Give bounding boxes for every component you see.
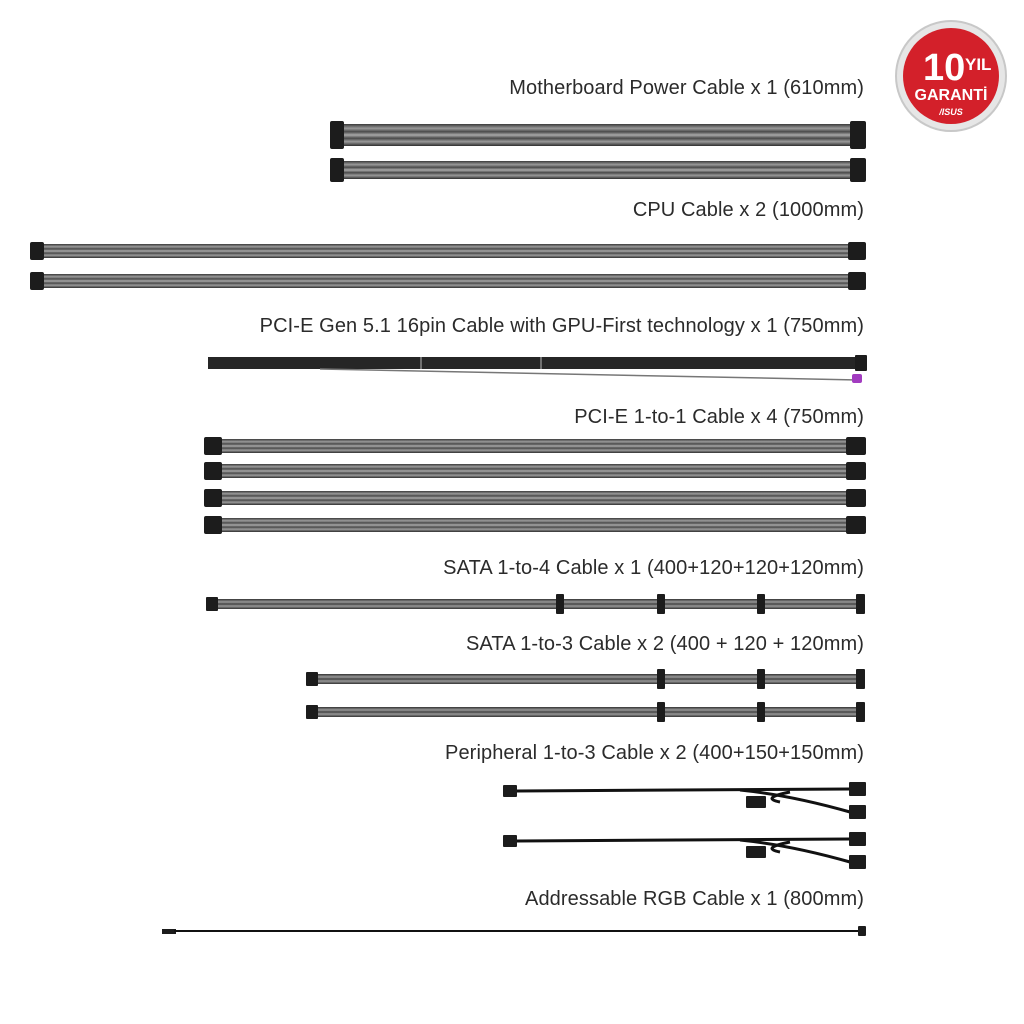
pcie-1to1-cables [204, 437, 866, 534]
badge-brand-logo: /ISUS [939, 107, 963, 117]
cable-label-pcie-gen5: PCI-E Gen 5.1 16pin Cable with GPU-First technology x 1 (750mm) [259, 315, 864, 337]
cable-label-pcie-1to1: PCI-E 1-to-1 Cable x 4 (750mm) [574, 406, 864, 428]
cable-label-cpu: CPU Cable x 2 (1000mm) [632, 199, 864, 221]
cable-label-argb: Addressable RGB Cable x 1 (800mm) [525, 888, 864, 910]
cable-label-peripheral: Peripheral 1-to-3 Cable x 2 (400+150+150mm) [445, 742, 864, 764]
sata-1to4-cable [206, 594, 865, 614]
peripheral-1to3-cables [503, 782, 866, 869]
badge-number: 10 [923, 47, 966, 89]
cpu-cable [30, 242, 866, 290]
badge-word-garanti: GARANTİ [914, 87, 988, 104]
pcie-gen5-cable [208, 355, 867, 383]
sata-1to3-cables [306, 669, 865, 722]
cable-label-sata-1to3: SATA 1-to-3 Cable x 2 (400 + 120 + 120mm) [465, 633, 864, 655]
cable-label-motherboard: Motherboard Power Cable x 1 (610mm) [509, 77, 864, 99]
argb-cable [162, 926, 866, 936]
badge-word-yil: YIL [965, 55, 992, 74]
cable-label-sata-1to4: SATA 1-to-4 Cable x 1 (400+120+120+120mm) [443, 557, 864, 579]
motherboard-power-cable [330, 121, 866, 182]
